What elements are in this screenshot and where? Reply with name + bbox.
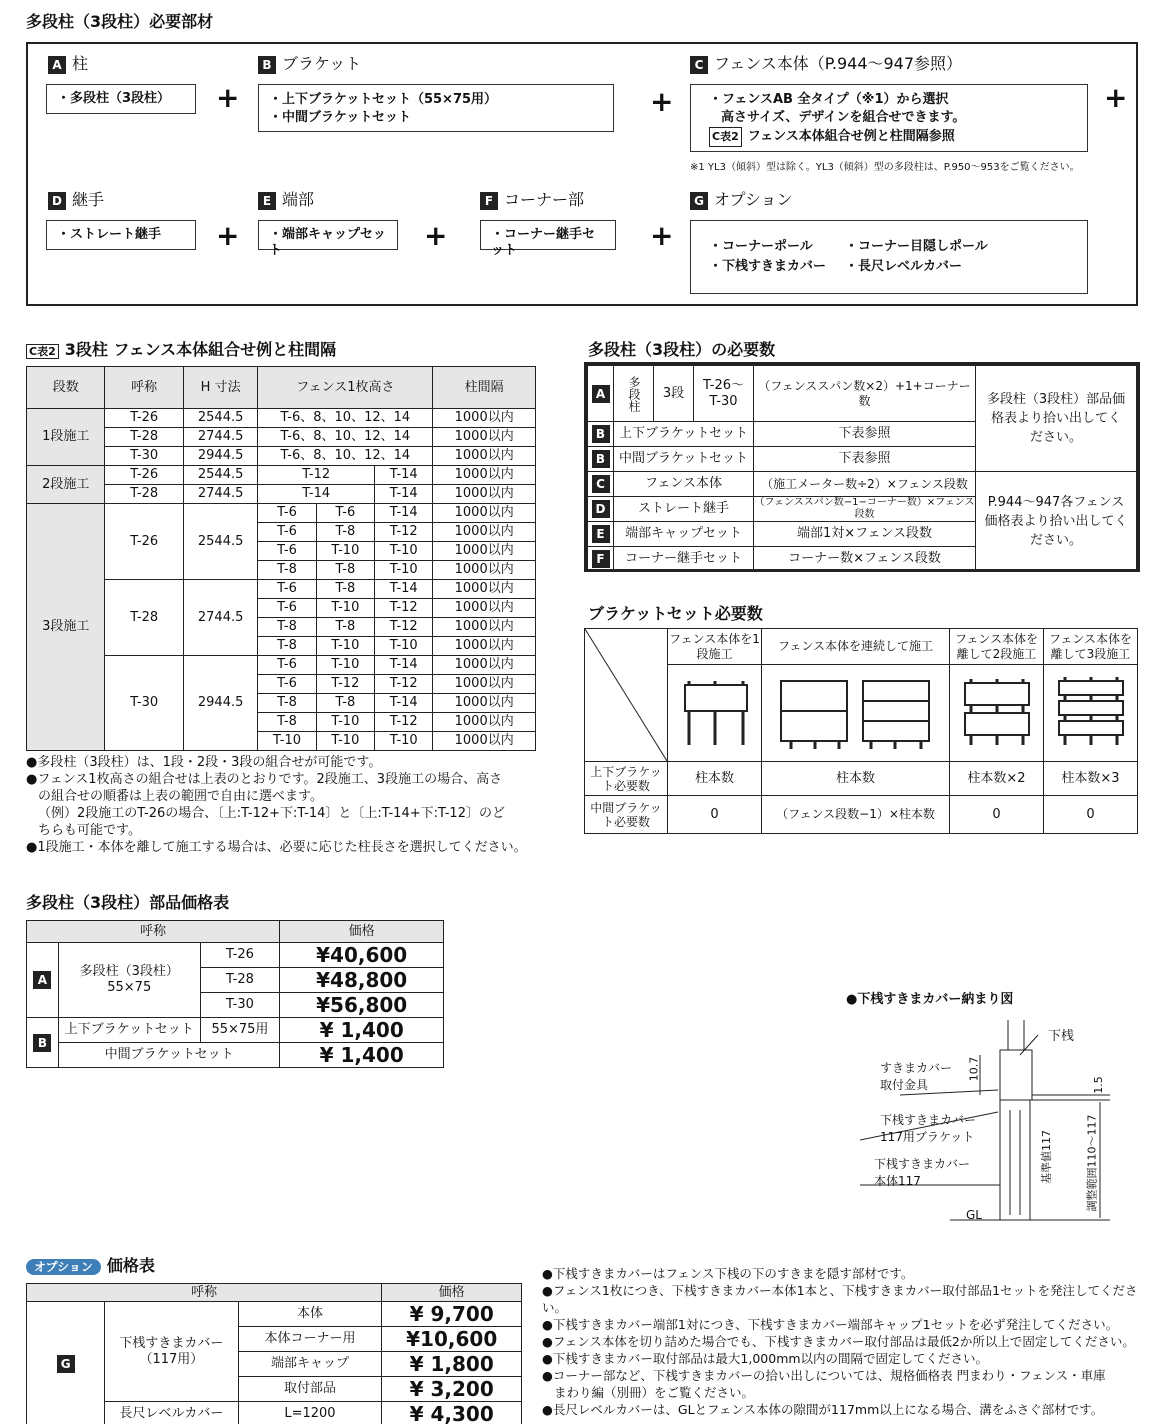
price-table: 呼称 価格 A 多段柱（3段柱）55×75 T-26 ¥40,600 T-28 ¥48,800 T-30 ¥56,800 B 上下ブラケットセット 55×75用 ¥ 1,400 中間ブラケットセット ¥ 1,400 (26, 920, 444, 1068)
height-cell: T-10 (316, 656, 374, 675)
part-f-box: ・コーナー継手セット (480, 220, 616, 250)
part-name: ストレート継手 (614, 497, 754, 522)
height-cell: T-10 (375, 542, 433, 561)
bracket-col: フェンス本体を離して2段施工 (950, 629, 1044, 665)
option-title: オプション 価格表 (26, 1256, 155, 1275)
group-label: 1段施工 (27, 409, 105, 466)
height-cell: T-6 (316, 504, 374, 523)
height-cell: T-14 (375, 580, 433, 599)
table-c2-title: C表2 3段柱 フェンス本体組合せ例と柱間隔 (26, 340, 336, 359)
height-cell: T-14 (375, 694, 433, 713)
plus-sign: + (650, 85, 674, 118)
side-note: 多段柱（3段柱）部品価格表より拾い出してください。 (976, 366, 1137, 472)
bracket-table (584, 628, 1138, 834)
part-name: 上下ブラケットセット (614, 422, 754, 447)
pitch-cell: 1000以内 (433, 732, 536, 751)
height-cell: T-14 (375, 504, 433, 523)
height-cell: T-14 (375, 656, 433, 675)
height-cell: T-6 (258, 523, 316, 542)
height-cell: T-8 (316, 618, 374, 637)
height-cell: T-12 (375, 523, 433, 542)
letter-cell: E (588, 522, 614, 547)
part-name: フェンス本体 (614, 472, 754, 497)
diagram-label-body: 下桟すきまカバー本体117 (874, 1157, 971, 1188)
row-label: 上下ブラケット必要数 (585, 762, 668, 796)
row-label: 中間ブラケット必要数 (585, 796, 668, 834)
height-cell: T-8 (258, 637, 316, 656)
part-formula: （フェンススパン数×2）+1+コーナー数 (754, 366, 976, 422)
part-e-box: ・端部キャップセット (258, 220, 398, 250)
pitch-cell: 1000以内 (433, 428, 536, 447)
height-cell: T-8 (258, 713, 316, 732)
letter-cell: B (588, 422, 614, 447)
height-cell: T-8 (316, 523, 374, 542)
diagram-label-rail: 下桟 (1048, 1029, 1075, 1044)
pitch-cell: 1000以内 (433, 409, 536, 428)
plus-sign: + (216, 219, 240, 252)
height-cell: T-6 (258, 580, 316, 599)
group-label: 2段施工 (27, 466, 105, 504)
height-cell: T-6、8、10、12、14 (258, 428, 433, 447)
pitch-cell: 1000以内 (433, 542, 536, 561)
bracket-value: 0 (668, 796, 762, 834)
required-parts-frame (26, 42, 1138, 306)
height-cell: T-6、8、10、12、14 (258, 409, 433, 428)
pitch-cell: 1000以内 (433, 466, 536, 485)
diagram-label-hardware: すきまカバー取付金具 (880, 1061, 953, 1092)
h-cell: 2744.5 (183, 428, 257, 447)
fence-separate-2-illustration (950, 665, 1044, 762)
part-c-heading: C フェンス本体（P.944〜947参照） (690, 54, 962, 74)
pitch-cell: 1000以内 (433, 485, 536, 504)
h-cell: 2744.5 (183, 485, 257, 504)
height-cell: T-10 (316, 713, 374, 732)
table-c2-notes: ●多段柱（3段柱）は、1段・2段・3段の組合せが可能です。 ●フェンス1枚高さの組合せは上表のとおりです。2段施工、3段施工の場合、高さ の組合せの順番は上表の範囲で自由に選べます。 （例）2段施工のT-26の場合、〔上:T-12+下:T-14〕と〔上:T-14+下:T-12〕のど ちらも可能です。 ●1段施工・本体を離して施工する場合は、必要に応じた柱長さを選択してください。 (26, 755, 527, 855)
height-cell: T-12 (375, 675, 433, 694)
part-model: T-26〜T-30 (694, 366, 754, 422)
part-formula: コーナー数×フェンス段数 (754, 547, 976, 572)
diagram-label-gl: GL (966, 1208, 982, 1222)
height-cell: T-14 (375, 466, 433, 485)
part-formula: （フェンススパン数−1−コーナー数）×フェンス段数 (754, 497, 975, 520)
letter-cell: A (27, 943, 59, 1018)
part-name: 多段柱 (614, 366, 654, 422)
height-cell: T-8 (316, 561, 374, 580)
height-cell: T-6、8、10、12、14 (258, 447, 433, 466)
pitch-cell: 1000以内 (433, 637, 536, 656)
plus-sign: + (650, 219, 674, 252)
pitch-cell: 1000以内 (433, 656, 536, 675)
diagram-dim: 調整範囲110〜117 (1085, 1114, 1099, 1212)
bracket-value: 柱本数×3 (1044, 762, 1138, 796)
model-cell: T-28 (105, 485, 183, 504)
height-cell: T-10 (316, 732, 374, 751)
height-cell: T-10 (375, 637, 433, 656)
part-g-heading: G オプション (690, 190, 793, 210)
height-cell: T-10 (316, 542, 374, 561)
model-cell: T-30 (105, 656, 183, 751)
diagram-dim: 1.5 (1091, 1076, 1105, 1094)
height-cell: T-14 (375, 485, 433, 504)
pitch-cell: 1000以内 (433, 504, 536, 523)
pitch-cell: 1000以内 (433, 675, 536, 694)
part-a-heading: A 柱 (48, 54, 88, 74)
fence-continuous-illustration (762, 665, 950, 762)
part-f-heading: F コーナー部 (480, 190, 584, 210)
height-cell: T-10 (316, 599, 374, 618)
part-formula: 下表参照 (754, 447, 976, 472)
diag-cell (585, 629, 668, 762)
group-label: 3段施工 (27, 504, 105, 751)
diagram-dim: 10.7 (967, 1056, 981, 1082)
height-cell: T-8 (258, 561, 316, 580)
height-cell: T-8 (258, 694, 316, 713)
pitch-cell: 1000以内 (433, 694, 536, 713)
height-cell: T-6 (258, 542, 316, 561)
part-g-box: ・コーナーポール ・コーナー目隠しポール ・下桟すきまカバー ・長尺レベルカバー (690, 220, 1088, 294)
option-item-name: 下桟すきまカバー（117用） (105, 1302, 238, 1402)
side-note: P.944〜947各フェンス価格表より拾い出してください。 (976, 472, 1137, 572)
part-formula: 端部1対×フェンス段数 (754, 522, 976, 547)
price-a-name: 多段柱（3段柱）55×75 (58, 943, 200, 1018)
height-cell: T-12 (258, 466, 375, 485)
diagram-title: ●下桟すきまカバー納まり図 (846, 992, 1014, 1007)
model-cell: T-28 (105, 580, 183, 656)
bracket-value: 柱本数×2 (950, 762, 1044, 796)
height-cell: T-12 (375, 713, 433, 732)
height-cell: T-6 (258, 504, 316, 523)
model-cell: T-26 (105, 466, 183, 485)
plus-sign: + (424, 219, 448, 252)
section1-title: 多段柱（3段柱）必要部材 (26, 12, 214, 31)
part-b-box: ・上下ブラケットセット（55×75用） ・中間ブラケットセット (258, 84, 614, 132)
pitch-cell: 1000以内 (433, 523, 536, 542)
bracket-col: フェンス本体を離して3段施工 (1044, 629, 1138, 665)
pitch-cell: 1000以内 (433, 713, 536, 732)
part-name: コーナー継手セット (614, 547, 754, 572)
required-title: 多段柱（3段柱）の必要数 (588, 340, 776, 359)
h-cell: 2544.5 (183, 409, 257, 428)
part-d-heading: D 継手 (48, 190, 104, 210)
price-title: 多段柱（3段柱）部品価格表 (26, 893, 230, 912)
letter-cell: B (588, 447, 614, 472)
part-name: 中間ブラケットセット (614, 447, 754, 472)
bracket-col: フェンス本体を連続して施工 (762, 629, 950, 665)
part-name: 端部キャップセット (614, 522, 754, 547)
pitch-cell: 1000以内 (433, 580, 536, 599)
fence-1-step-illustration (668, 665, 762, 762)
bracket-value: 0 (1044, 796, 1138, 834)
plus-sign: + (1104, 81, 1128, 114)
height-cell: T-10 (258, 732, 316, 751)
pitch-cell: 1000以内 (433, 618, 536, 637)
height-cell: T-12 (375, 618, 433, 637)
option-table: 呼称 価格 G 下桟すきまカバー（117用） 本体 ¥ 9,700 本体コーナー用 ¥10,600 端部キャップ ¥ 1,800 取付部品 ¥ 3,200 長尺レベルカバー L=1200 ¥ 4,300 (26, 1283, 522, 1424)
height-cell: T-6 (258, 675, 316, 694)
letter-cell: F (588, 547, 614, 572)
part-steps: 3段 (654, 366, 694, 422)
part-c-box: ・フェンスAB 全タイプ（※1）から選択 高さサイズ、デザインを組合せできます。 C表2 フェンス本体組合せ例と柱間隔参照 (690, 84, 1088, 152)
height-cell: T-14 (258, 485, 375, 504)
height-cell: T-12 (375, 599, 433, 618)
option-notes: ●下桟すきまカバーはフェンス下桟の下のすきまを隠す部材です。 ●フェンス1枚につき、下桟すきまカバー本体1本と、下桟すきまカバー取付部品1セットを発注してください。 ●下桟すきまカバー端部1対につき、下桟すきまカバー端部キャップ1セットを必ず発注してください。 ●フェンス本体を切り詰めた場合でも、下桟すきまカバー取付部品は最低2か所以上で固定してください。 ●下桟すきまカバー取付部品は最大1,000mm以内の間隔で固定してください。 ●コーナー部など、下桟すきまカバーの拾い出しについては、規格価格表 門まわり・フェンス・車庫 まわり編（別冊）をご覧ください。 ●長尺レベルカバーは、GLとフェンス本体の隙間が117mm以上になる場合、溝をふさぐ部材です。 (542, 1266, 1138, 1417)
diagram-dim: 基準値117 (1040, 1130, 1053, 1184)
model-cell: T-26 (105, 504, 183, 580)
part-d-box: ・ストレート継手 (46, 220, 196, 250)
diagram-label-bracket: 下桟すきまカバー117用ブラケット (880, 1113, 977, 1144)
height-cell: T-6 (258, 599, 316, 618)
fence-separate-3-illustration (1044, 665, 1138, 762)
height-cell: T-12 (316, 675, 374, 694)
h-cell: 2744.5 (183, 580, 257, 656)
height-cell: T-10 (316, 637, 374, 656)
part-a-box: ・多段柱（3段柱） (46, 84, 196, 114)
letter-cell: D (588, 497, 614, 522)
part-formula: 下表参照 (754, 422, 976, 447)
plus-sign: + (216, 81, 240, 114)
letter-cell: B (27, 1018, 59, 1068)
bracket-value: 柱本数 (762, 762, 950, 796)
h-cell: 2944.5 (183, 447, 257, 466)
height-cell: T-8 (316, 694, 374, 713)
letter-cell: C (588, 472, 614, 497)
bracket-value: （フェンス段数−1）×柱本数 (762, 796, 950, 834)
pitch-cell: 1000以内 (433, 561, 536, 580)
model-cell: T-30 (105, 447, 183, 466)
h-cell: 2544.5 (183, 466, 257, 485)
bracket-value: 柱本数 (668, 762, 762, 796)
model-cell: T-28 (105, 428, 183, 447)
height-cell: T-10 (375, 561, 433, 580)
combination-table: 段数 呼称 H 寸法 フェンス1枚高さ 柱間隔 1段施工 T-26 2544.5 T-6、8、10、12、14 1000以内 T-28 2744.5 T-6、8、10、12、14 1000以内 T-30 2944.5 T-6、8、10、12、14 1000以内 2段施工 T-26 2544.5 T-12 T-14 1000以内 T-28 2744.5 T-14 T-14 1000以内 3段施工 T-26 2544.5 T-6 T-6 T-14 1000以内 T-6 T-8 T-12 1000以内 T-6 T-10 T-10 1000以内 T-8 T-8 T-10 1000以内 T-28 2744.5 T-6 T-8 T-14 1000以内 T-6 T-10 T-12 1000以内 T-8 T-8 T-12 1000以内 T-8 T-10 T-10 1000以内 T-30 2944.5 T-6 T-10 T-14 1000以内 T-6 T-12 T-12 1000以内 T-8 T-8 T-14 1000以内 T-8 T-10 T-12 1000以内 T-10 T-10 T-10 1000以内 (26, 366, 536, 751)
model-cell: T-26 (105, 409, 183, 428)
bracket-title: ブラケットセット必要数 (588, 604, 763, 623)
h-cell: 2544.5 (183, 504, 257, 580)
letter-cell: G (27, 1302, 105, 1424)
height-cell: T-8 (316, 580, 374, 599)
height-cell: T-10 (375, 732, 433, 751)
letter-cell: A (588, 366, 614, 422)
h-cell: 2944.5 (183, 656, 257, 751)
bracket-value: 0 (950, 796, 1044, 834)
pitch-cell: 1000以内 (433, 599, 536, 618)
footnote: ※1 YL3（傾斜）型は除く。YL3（傾斜）型の多段柱は、P.950〜953をご覧ください。 (690, 162, 1080, 173)
bracket-col: フェンス本体を1段施工 (668, 629, 762, 665)
pitch-cell: 1000以内 (433, 447, 536, 466)
required-frame (584, 362, 1140, 572)
required-table (587, 365, 1137, 572)
part-e-heading: E 端部 (258, 190, 314, 210)
height-cell: T-6 (258, 656, 316, 675)
part-b-heading: B ブラケット (258, 54, 361, 74)
height-cell: T-8 (258, 618, 316, 637)
part-formula: （施工メーター数÷2）×フェンス段数 (754, 472, 976, 497)
